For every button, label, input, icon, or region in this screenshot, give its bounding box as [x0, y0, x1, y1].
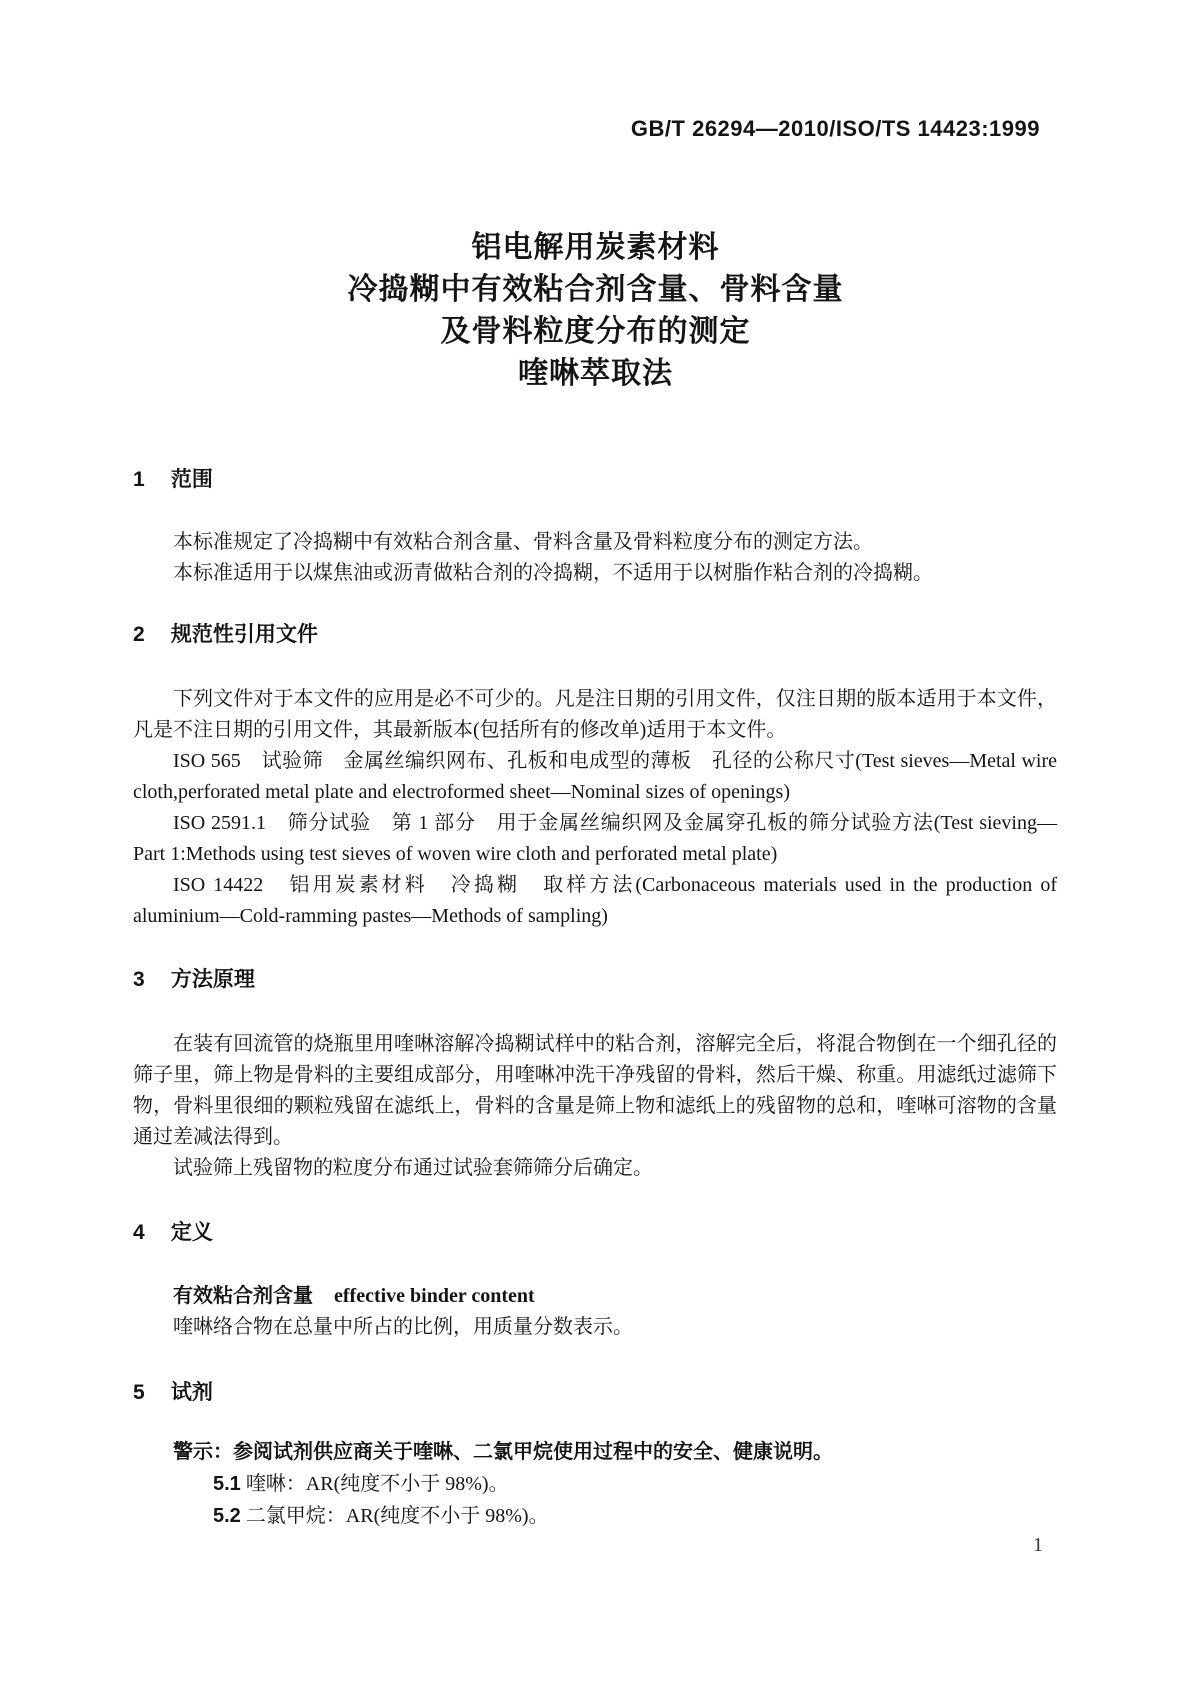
warning-text: 警示：参阅试剂供应商关于喹啉、二氯甲烷使用过程中的安全、健康说明。	[173, 1441, 833, 1463]
paragraph: 试验筛上残留物的粒度分布通过试验套筛筛分后确定。	[173, 1157, 653, 1179]
page-number: 1	[1033, 1534, 1043, 1556]
section-4-number: 4	[133, 1221, 145, 1244]
clause-5-2-number: 5.2	[213, 1505, 241, 1527]
term-definition-line	[133, 1281, 1057, 1312]
clause-5-1	[133, 1468, 1057, 1500]
section-4-title: 定义	[170, 1221, 213, 1244]
term-chinese: 有效粘合剂含量	[173, 1285, 313, 1307]
section-1-title: 范围	[170, 468, 213, 491]
paragraph: 在装有回流管的烧瓶里用喹啉溶解冷捣糊试样中的粘合剂，溶解完全后，将混合物倒在一个细孔径的筛子里，筛上物是骨料的主要组成部分，用喹啉冲洗干净残留的骨料，然后干燥、称重。用滤纸过滤筛下物，骨料里很细的颗粒残留在滤纸上，骨料的含量是筛上物和滤纸上的残留物的总和，喹啉可溶物的含量通过差减法得到。	[133, 1033, 1057, 1148]
term-english: effective binder content	[334, 1285, 535, 1307]
document-title	[0, 227, 1191, 395]
clause-5-2	[133, 1500, 1057, 1532]
title-line-3: 及骨料粒度分布的测定	[440, 315, 751, 348]
clause-5-2-text: 二氯甲烷：AR(纯度不小于 98%)。	[245, 1505, 549, 1527]
section-3-heading	[133, 967, 1057, 993]
section-5-number: 5	[133, 1381, 145, 1404]
section-4-body	[133, 1281, 1057, 1343]
paragraph: 本标准规定了冷捣糊中有效粘合剂含量、骨料含量及骨料粒度分布的测定方法。	[173, 531, 873, 553]
normative-reference: ISO 2591.1 筛分试验 第 1 部分 用于金属丝编织网及金属穿孔板的筛分试验方法(Test sieving—Part 1:Methods using test sieves of woven wire cloth and perforated metal plate)	[133, 812, 1057, 865]
section-4-heading	[133, 1220, 1057, 1246]
section-5-body	[133, 1436, 1057, 1532]
normative-reference: ISO 565 试验筛 金属丝编织网布、孔板和电成型的薄板 孔径的公称尺寸(Test sieves—Metal wire cloth,perforated metal plate and electroformed sheet—Nominal sizes of openings)	[133, 750, 1057, 803]
section-2-number: 2	[133, 623, 145, 646]
title-line-4: 喹啉萃取法	[518, 357, 673, 390]
section-1-number: 1	[133, 468, 145, 491]
section-1-heading	[133, 467, 1057, 493]
definition-text: 喹啉络合物在总量中所占的比例，用质量分数表示。	[173, 1316, 633, 1338]
section-3-body	[133, 1029, 1057, 1184]
section-5-title: 试剂	[170, 1381, 213, 1404]
paragraph: 本标准适用于以煤焦油或沥青做粘合剂的冷捣糊，不适用于以树脂作粘合剂的冷捣糊。	[173, 562, 933, 584]
clause-5-1-text: 喹啉：AR(纯度不小于 98%)。	[245, 1473, 509, 1495]
section-3-title: 方法原理	[170, 968, 255, 991]
normative-reference: ISO 14422 铝用炭素材料 冷捣糊 取样方法(Carbonaceous materials used in the production of aluminium—Cold-ramming pastes—Methods of sampling)	[133, 874, 1057, 927]
section-3-number: 3	[133, 968, 145, 991]
section-2-body	[133, 684, 1057, 932]
paragraph: 下列文件对于本文件的应用是必不可少的。凡是注日期的引用文件，仅注日期的版本适用于本文件，凡是不注日期的引用文件，其最新版本(包括所有的修改单)适用于本文件。	[133, 688, 1057, 741]
title-line-2: 冷捣糊中有效粘合剂含量、骨料含量	[347, 273, 844, 306]
section-1-body	[133, 527, 1057, 589]
section-2-title: 规范性引用文件	[170, 623, 318, 646]
title-line-1: 铝电解用炭素材料	[471, 231, 720, 264]
section-2-heading	[133, 622, 1057, 648]
section-5-heading	[133, 1380, 1057, 1406]
standard-code: GB/T 26294—2010/ISO/TS 14423:1999	[630, 116, 1040, 141]
clause-5-1-number: 5.1	[213, 1473, 241, 1495]
